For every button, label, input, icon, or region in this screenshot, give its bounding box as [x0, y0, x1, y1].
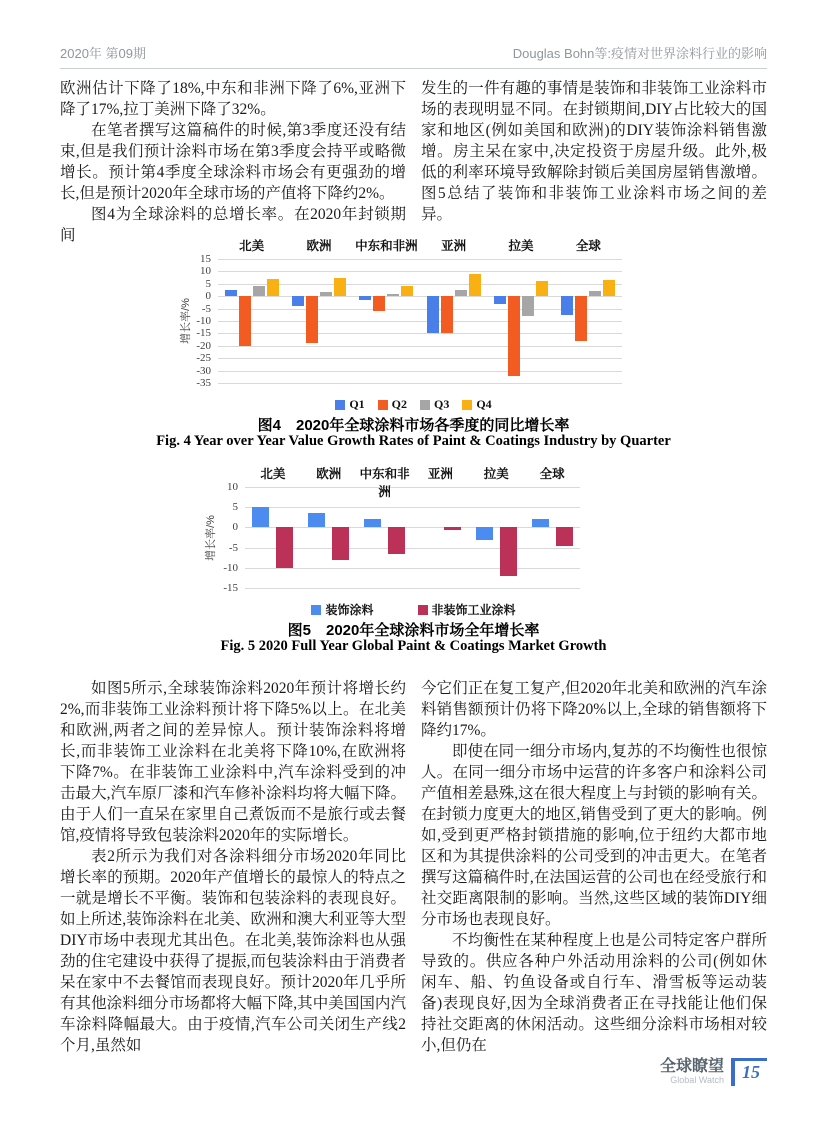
- legend-label: 非装饰工业涂料: [431, 603, 516, 617]
- gridline: [245, 548, 580, 549]
- paragraph: 不均衡性在某种程度上也是公司特定客户群所导致的。供应各种户外活动用涂料的公司(例如休闲车、船、钓鱼设备或自行车、滑雪板等运动装备)表现良好,因为全球消费者正在寻找能让他们保持社交距离的休闲活动。这些细分涂料市场相对较小,但仍在: [421, 932, 767, 1054]
- figure4-caption-en: Fig. 4 Year over Year Value Growth Rates of Paint & Coatings Industry by Quarter: [156, 433, 671, 449]
- page-footer: [660, 1058, 767, 1086]
- legend-label: 装饰涂料: [325, 603, 374, 617]
- y-axis-tick-label: 15: [200, 253, 211, 265]
- y-axis-tick-label: -20: [196, 339, 211, 352]
- legend-swatch-icon: [420, 400, 430, 410]
- y-axis-tick-label: 10: [200, 265, 211, 278]
- category-label: 中东和非洲: [359, 467, 410, 499]
- gridline: [218, 383, 622, 384]
- category-label: 拉美: [508, 239, 534, 253]
- bar-Q1: [427, 296, 439, 333]
- y-axis-title: 增长率/%: [205, 514, 217, 561]
- figure4-bar-chart: [162, 234, 632, 389]
- y-axis-tick-label: -10: [223, 561, 238, 574]
- paragraph: 今它们正在复工复产,但2020年北美和欧洲的汽车涂料销售额预计仍将下降20%以上,全球的销售额将下降约17%。: [421, 680, 767, 739]
- gridline: [218, 371, 622, 372]
- running-title: Douglas Bohn等:疫情对世界涂料行业的影响: [512, 46, 767, 61]
- bar-非装饰工业涂料: [444, 527, 461, 530]
- figure5-legend: [60, 601, 767, 618]
- figure5-bar-chart: [189, 462, 589, 592]
- left-column-bottom: [60, 678, 406, 1056]
- bar-Q4: [401, 286, 413, 296]
- gridline: [218, 333, 622, 334]
- category-label: 欧洲: [316, 467, 342, 481]
- bar-Q4: [603, 280, 615, 296]
- bar-装饰涂料: [364, 519, 381, 527]
- category-label: 亚洲: [427, 467, 453, 481]
- legend-swatch-icon: [378, 400, 388, 410]
- bar-Q4: [334, 278, 346, 297]
- gridline: [218, 259, 622, 260]
- bar-Q1: [561, 296, 573, 315]
- bar-Q3: [387, 294, 399, 296]
- gridline: [245, 588, 580, 589]
- y-axis-tick-label: 0: [205, 290, 211, 303]
- legend-swatch-icon: [311, 605, 321, 615]
- bar-装饰涂料: [532, 519, 549, 527]
- bar-Q4: [469, 274, 481, 296]
- left-column-top: [60, 78, 406, 246]
- y-axis-tick-label: 0: [232, 521, 238, 534]
- gridline: [245, 527, 580, 528]
- bar-装饰涂料: [252, 507, 269, 527]
- issue-label: 2020年 第09期: [60, 46, 146, 61]
- bar-非装饰工业涂料: [500, 527, 517, 575]
- bar-Q2: [575, 296, 587, 341]
- paragraph: 发生的一件有趣的事情是装饰和非装饰工业涂料市场的表现明显不同。在封锁期间,DIY占比较大的国家和地区(例如美国和欧洲)的DIY装饰涂料销售激增。房主呆在家中,决定投资于房屋升级。此外,极低的利率环境导致解除封锁后美国房屋销售激增。图5总结了装饰和非装饰工业涂料市场之间的差异。: [421, 80, 767, 223]
- paragraph: 如图5所示,全球装饰涂料2020年预计将增长约2%,而非装饰工业涂料预计将下降5%以上。在北美和欧洲,两者之间的差异惊人。预计装饰涂料将增长,而非装饰工业涂料在北美将下降10%,在欧洲将下降7%。在非装饰工业涂料中,汽车涂料受到的冲击最大,汽车原厂漆和汽车修补涂料均将大幅下降。由于人们一直呆在家里自己煮饭而不是旅行或去餐馆,疫情将导致包装涂料2020年的实际增长。: [60, 680, 406, 844]
- gridline: [218, 271, 622, 272]
- legend-swatch-icon: [418, 605, 428, 615]
- paragraph: 即使在同一细分市场内,复苏的不均衡性也很惊人。在同一细分市场中运营的许多客户和涂料公司产值相差悬殊,这在很大程度上与封锁的影响有关。在封锁力度更大的地区,销售受到了更大的影响。例如,受到更严格封锁措施的影响,位于纽约大都市地区和为其提供涂料的公司受到的冲击更大。在笔者撰写这篇稿件时,在法国运营的公司也在经受旅行和社交距离限制的影响。当然,这些区域的装饰DIY细分市场也表现良好。: [421, 743, 767, 928]
- gridline: [245, 487, 580, 488]
- y-axis-tick-label: 5: [232, 501, 238, 514]
- y-axis-tick-label: -25: [196, 352, 211, 365]
- bar-Q1: [494, 296, 506, 303]
- y-axis-title: 增长率/%: [180, 298, 192, 344]
- bar-Q3: [455, 290, 467, 296]
- gridline: [218, 321, 622, 322]
- y-axis-tick-label: -5: [201, 302, 211, 315]
- legend-item: [420, 397, 449, 412]
- category-label: 中东和非洲: [355, 239, 418, 253]
- top-text-columns: [60, 78, 767, 246]
- right-column-bottom: [421, 678, 767, 1056]
- bar-Q4: [267, 279, 279, 296]
- bar-非装饰工业涂料: [332, 527, 349, 559]
- category-label: 北美: [239, 239, 265, 253]
- legend-item: [378, 397, 407, 412]
- journal-brand: [660, 1058, 724, 1085]
- bar-Q2: [239, 296, 251, 346]
- figure5-caption-zh: 图5 2020年全球涂料市场全年增长率: [287, 622, 540, 639]
- paragraph: 在笔者撰写这篇稿件的时候,第3季度还没有结束,但是我们预计涂料市场在第3季度会持平或略微增长。预计第4季度全球涂料市场会有更强劲的增长,但是预计2020年全球市场的产值将下降约2%。: [60, 122, 406, 202]
- legend-item: [418, 601, 516, 618]
- bar-Q2: [373, 296, 385, 311]
- bar-Q2: [306, 296, 318, 343]
- figure5-caption-en: Fig. 5 2020 Full Year Global Paint & Coatings Market Growth: [220, 638, 607, 654]
- legend-item: [335, 397, 364, 412]
- category-label: 全球: [539, 467, 565, 481]
- gridline: [218, 346, 622, 347]
- figure4-legend: [60, 397, 767, 412]
- paragraph: 图4为全球涂料的总增长率。在2020年封锁期间: [60, 206, 406, 244]
- page-header: [60, 42, 767, 69]
- legend-item: [462, 397, 491, 412]
- y-axis-tick-label: -15: [223, 582, 238, 594]
- right-column-top: [421, 78, 767, 246]
- bar-装饰涂料: [308, 513, 325, 527]
- legend-label: Q3: [434, 397, 450, 411]
- y-axis-tick-label: 10: [227, 481, 238, 493]
- legend-label: Q1: [349, 397, 365, 411]
- bar-Q1: [292, 296, 304, 306]
- bar-Q2: [441, 296, 453, 333]
- y-axis-tick-label: -5: [228, 541, 238, 554]
- bar-Q3: [253, 286, 265, 296]
- legend-label: Q4: [476, 397, 492, 411]
- bar-Q3: [320, 292, 332, 296]
- brand-name-en: Global Watch: [670, 1075, 724, 1085]
- bar-装饰涂料: [476, 527, 493, 539]
- y-axis-tick-label: -15: [196, 327, 211, 340]
- paragraph: 欧洲估计下降了18%,中东和非洲下降了6%,亚洲下降了17%,拉丁美洲下降了32%。: [60, 80, 406, 118]
- legend-swatch-icon: [335, 400, 345, 410]
- bar-Q1: [225, 290, 237, 296]
- category-label: 全球: [575, 239, 601, 253]
- gridline: [245, 507, 580, 508]
- category-label: 拉美: [483, 467, 509, 481]
- category-label: 欧洲: [306, 239, 332, 253]
- category-label: 北美: [260, 467, 286, 481]
- gridline: [218, 358, 622, 359]
- y-axis-tick-label: -30: [196, 364, 211, 377]
- bar-Q3: [589, 291, 601, 296]
- bottom-text-columns: [60, 678, 767, 1056]
- y-axis-tick-label: -10: [196, 315, 211, 327]
- page-number: 15: [731, 1058, 767, 1086]
- paragraph: 表2所示为我们对各涂料细分市场2020年同比增长率的预期。2020年产值增长的最惊人的特点之一就是增长不平衡。装饰和包装涂料的表现良好。如上所述,装饰涂料在北美、欧洲和澳大利亚等大型DIY市场中表现尤其出色。在北美,装饰涂料也从强劲的住宅建设中获得了提振,而包装涂料由于消费者呆在家中不去餐馆而表现良好。预计2020年几乎所有其他涂料细分市场都将大幅下降,其中美国国内汽车涂料降幅最大。由于疫情,汽车公司关闭生产线2个月,虽然如: [60, 848, 406, 1054]
- legend-label: Q2: [391, 397, 407, 411]
- figure4-caption-zh: 图4 2020年全球涂料市场各季度的同比增长率: [257, 417, 570, 434]
- y-axis-tick-label: 5: [205, 277, 211, 290]
- bar-Q2: [508, 296, 520, 375]
- bar-Q1: [359, 296, 371, 300]
- brand-name-zh: 全球瞭望: [659, 1058, 724, 1075]
- bar-Q3: [522, 296, 534, 316]
- bar-非装饰工业涂料: [556, 527, 573, 545]
- legend-swatch-icon: [462, 400, 472, 410]
- gridline: [245, 568, 580, 569]
- bar-Q4: [536, 281, 548, 296]
- bar-非装饰工业涂料: [388, 527, 405, 553]
- category-label: 亚洲: [441, 239, 467, 253]
- y-axis-tick-label: -35: [196, 377, 211, 389]
- legend-item: [311, 601, 373, 618]
- bar-非装饰工业涂料: [276, 527, 293, 567]
